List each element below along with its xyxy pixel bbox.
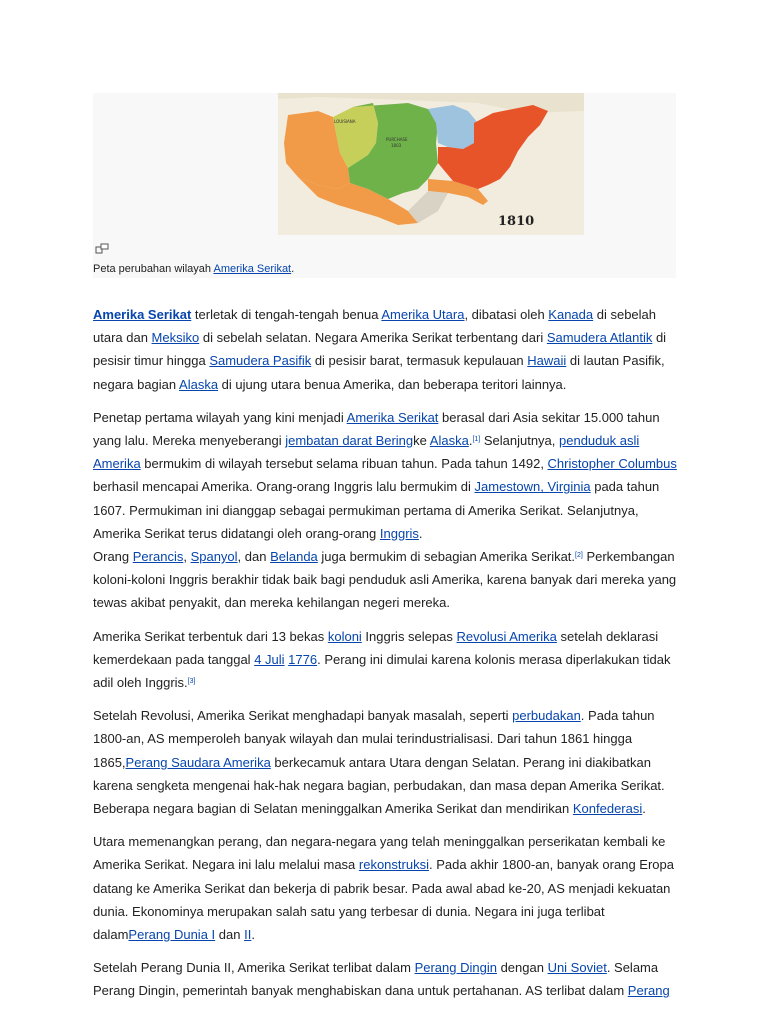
- paragraph-4: Setelah Revolusi, Amerika Serikat menghadapi banyak masalah, seperti perbudakan. Pada tahun 1800-an, AS memperoleh banyak wilayah dan mulai terindustrialisasi. Dari tahun 1861 hingga 1865,Perang Saudara Amerika berkecamuk antara Utara dengan Selatan. Perang ini diakibatkan karena sengketa mengenai hak-hak negara bagian, perbudakan, dan masa depan Amerika Serikat. Beberapa negara bagian di Selatan meninggalkan Amerika Serikat dan mendirikan Konfederasi.: [93, 708, 665, 817]
- link-alaska-2[interactable]: Alaska: [429, 433, 469, 449]
- paragraph-2: Penetap pertama wilayah yang kini menjadi Amerika Serikat berasal dari Asia sekitar 15.000 tahun yang lalu. Mereka menyeberangi jembatan darat Beringke Alaska.[1] Selanjutnya, penduduk asli Amerika bermukim di wilayah tersebut selama ribuan tahun. Pada tahun 1492, Christopher Columbus berhasil mencapai Amerika. Orang-orang Inggris lalu bermukim di Jamestown, Virginia pada tahun 1607. Permukiman ini dianggap sebagai permukiman pertama di Amerika Serikat. Selanjutnya, Amerika Serikat terus didatangi oleh orang-orang Inggris. Orang Perancis, Spanyol, dan Belanda juga bermukim di sebagian Amerika Serikat.[2] Perkembangan koloni-koloni Inggris berakhir tidak baik bagi penduduk asli Amerika, karena banyak dari mereka yang tewas akibat penyakit, dan mereka kehilangan negeri mereka.: [93, 409, 677, 611]
- link-alaska[interactable]: Alaska: [179, 376, 219, 392]
- link-perang-saudara-amerika[interactable]: Perang Saudara Amerika: [125, 754, 271, 770]
- link-perang-dunia-i[interactable]: Perang Dunia I: [128, 927, 216, 943]
- link-uni-soviet[interactable]: Uni Soviet: [547, 960, 607, 976]
- link-hawaii[interactable]: Hawaii: [527, 353, 567, 369]
- svg-text:1803: 1803: [391, 143, 402, 148]
- citation-1[interactable]: [1]: [472, 436, 481, 444]
- link-perancis[interactable]: Perancis: [132, 549, 184, 565]
- svg-text:LOUISIANA: LOUISIANA: [334, 119, 356, 124]
- link-kanada[interactable]: Kanada: [548, 307, 594, 322]
- link-revolusi-amerika[interactable]: Revolusi Amerika: [456, 628, 557, 644]
- link-jembatan-darat-bering[interactable]: jembatan darat Bering: [285, 433, 414, 449]
- link-amerika-serikat-bold[interactable]: Amerika Serikat: [93, 307, 192, 322]
- link-4-juli[interactable]: 4 Juli: [254, 651, 285, 667]
- svg-text:PURCHASE: PURCHASE: [386, 137, 408, 142]
- link-inggris[interactable]: Inggris: [379, 525, 419, 541]
- link-belanda[interactable]: Belanda: [270, 549, 318, 565]
- us-territory-map-1810[interactable]: [278, 93, 584, 235]
- svg-text:1810: 1810: [498, 214, 535, 229]
- link-meksiko[interactable]: Meksiko: [151, 330, 200, 346]
- link-rekonstruksi[interactable]: rekonstruksi: [358, 857, 429, 873]
- link-amerika-utara[interactable]: Amerika Utara: [381, 307, 465, 322]
- link-jamestown-virginia[interactable]: Jamestown, Virginia: [474, 479, 591, 495]
- paragraph-5: Utara memenangkan perang, dan negara-negara yang telah meninggalkan perserikatan kembali ke Amerika Serikat. Negara ini lalu melalui masa rekonstruksi. Pada akhir 1800-an, banyak orang Eropa datang ke Amerika Serikat dan bekerja di pabrik besar. Pada awal abad ke-20, AS menjadi kekuatan dunia. Ekonominya merupakan salah satu yang terbesar di dunia. Negara ini juga terlibat dalamPerang Dunia I dan II.: [93, 834, 674, 943]
- link-spanyol[interactable]: Spanyol: [190, 549, 238, 565]
- link-perang[interactable]: Perang: [627, 983, 670, 999]
- map-caption: Peta perubahan wilayah Amerika Serikat.: [93, 263, 295, 275]
- enlarge-icon[interactable]: [95, 243, 109, 255]
- map-figure: [93, 93, 676, 278]
- link-1776[interactable]: 1776: [288, 651, 318, 667]
- link-penduduk-asli-amerika[interactable]: penduduk asli Amerika: [93, 433, 640, 472]
- link-amerika-serikat-2[interactable]: Amerika Serikat: [346, 409, 439, 425]
- link-perbudakan[interactable]: perbudakan: [512, 708, 581, 724]
- paragraph-1: Amerika Serikat terletak di tengah-tengah benua Amerika Utara, dibatasi oleh Kanada di sebelah utara dan Meksiko di sebelah selatan. Negara Amerika Serikat terbentang dari Samudera Atlantik di pesisir timur hingga Samudera Pasifik di pesisir barat, termasuk kepulauan Hawaii di lautan Pasifik, negara bagian Alaska di ujung utara benua Amerika, dan beberapa teritori lainnya.: [93, 307, 667, 392]
- link-samudera-pasifik[interactable]: Samudera Pasifik: [209, 353, 312, 369]
- link-koloni[interactable]: koloni: [327, 628, 362, 644]
- link-konfederasi[interactable]: Konfederasi: [572, 801, 643, 817]
- paragraph-6: Setelah Perang Dunia II, Amerika Serikat terlibat dalam Perang Dingin dengan Uni Soviet. Selama Perang Dingin, pemerintah banyak menghabiskan dana untuk pertahanan. AS terlibat dalam Perang: [93, 960, 670, 999]
- citation-2[interactable]: [2]: [575, 552, 583, 560]
- paragraph-3: Amerika Serikat terbentuk dari 13 bekas koloni Inggris selepas Revolusi Amerika setelah deklarasi kemerdekaan pada tanggal 4 Juli 1776. Perang ini dimulai karena kolonis merasa diperlakukan tidak adil oleh Inggris.[3]: [93, 628, 671, 691]
- citation-3[interactable]: [3]: [187, 678, 196, 686]
- link-perang-dingin[interactable]: Perang Dingin: [414, 960, 497, 976]
- link-samudera-atlantik[interactable]: Samudera Atlantik: [546, 330, 653, 346]
- link-amerika-serikat-caption[interactable]: Amerika Serikat: [213, 263, 292, 275]
- link-christopher-columbus[interactable]: Christopher Columbus: [547, 456, 677, 472]
- link-perang-dunia-ii[interactable]: II: [244, 927, 252, 943]
- article-body: [93, 303, 678, 1013]
